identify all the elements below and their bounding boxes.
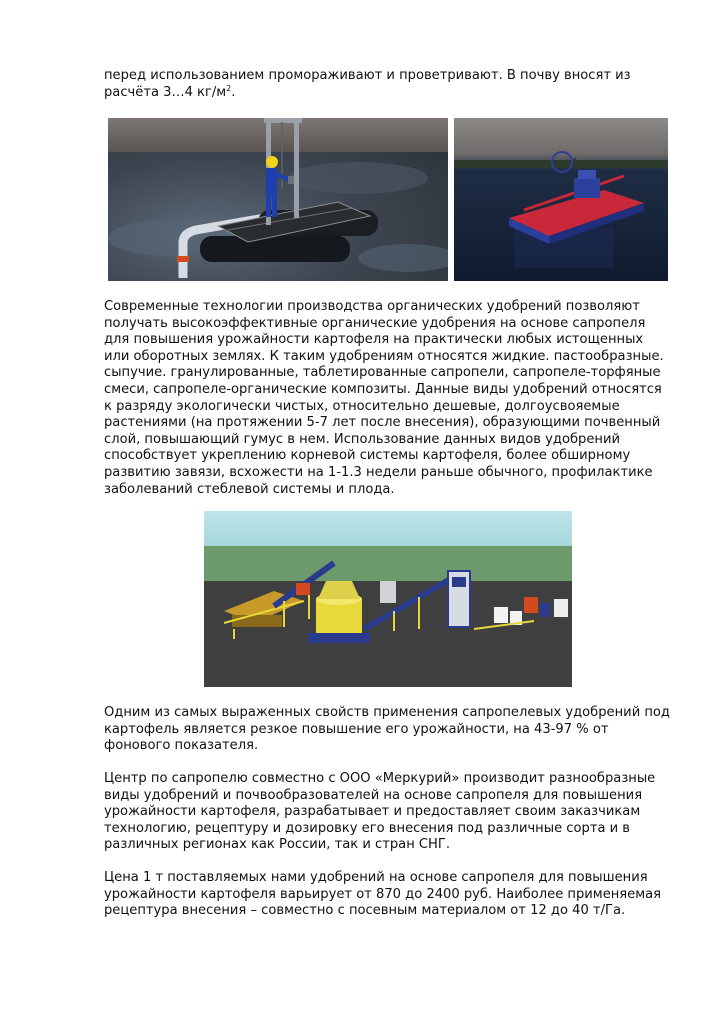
platform-worker-image bbox=[108, 118, 448, 281]
paragraph-technologies: Современные технологии производства органических удобрений позволяют получать высокоэффективные органические удобрения на основе сапропеля для повышения урожайности картофеля на практически любых истощенных или оборотных землях. К таким удобрениям относятся жидкие. пастообразные. сыпучие. гранулированные, таблетированные сапропели, сапропеле-торфяные смеси, сапропеле-органические композиты. Данные виды удобрений относятся к разряду экологически чистых, относительно дешевые, долгоусвояемые растениями (на протяжении 5-7 лет после внесения), образующими почвенный слой, повышающий гумус в нем. Использование данных видов удобрений способствует укреплению корневой системы картофеля, более обширному развитию завязи, всхожести на 1-1.3 недели раньше обычного, профилактике заболеваний стеблевой системы и плода. bbox=[104, 299, 664, 497]
intro-line-1: перед использованием промораживают и проветривают. В почву вносят из bbox=[104, 68, 631, 83]
intro-paragraph bbox=[104, 68, 684, 101]
paragraph-center: Центр по сапропелю совместно с ООО «Меркурий» производит разнообразные виды удобрений и почвообразователей на основе сапропеля для повышения урожайности картофеля, разрабатывает и предоставляет своим заказчикам технологию, рецептуру и дозировку его внесения под различные сорта и в различных регионах как России, так и стран СНГ. bbox=[104, 771, 656, 853]
dredger-image bbox=[454, 118, 668, 281]
paragraph-yield: Одним из самых выраженных свойств применения сапропелевых удобрений под картофель является резкое повышение его урожайности, на 43-97 % от фонового показателя. bbox=[104, 705, 670, 754]
paragraph-price: Цена 1 т поставляемых нами удобрений на основе сапропеля для повышения урожайности картофеля варьирует от 870 до 2400 руб. Наиболее применяемая рецептура внесения – совместно с посевным материалом от 12 до 40 т/Га. bbox=[104, 870, 662, 919]
production-line-image bbox=[204, 511, 572, 687]
intro-line-2: расчёта 3…4 $кг/м^2$. bbox=[104, 83, 236, 100]
